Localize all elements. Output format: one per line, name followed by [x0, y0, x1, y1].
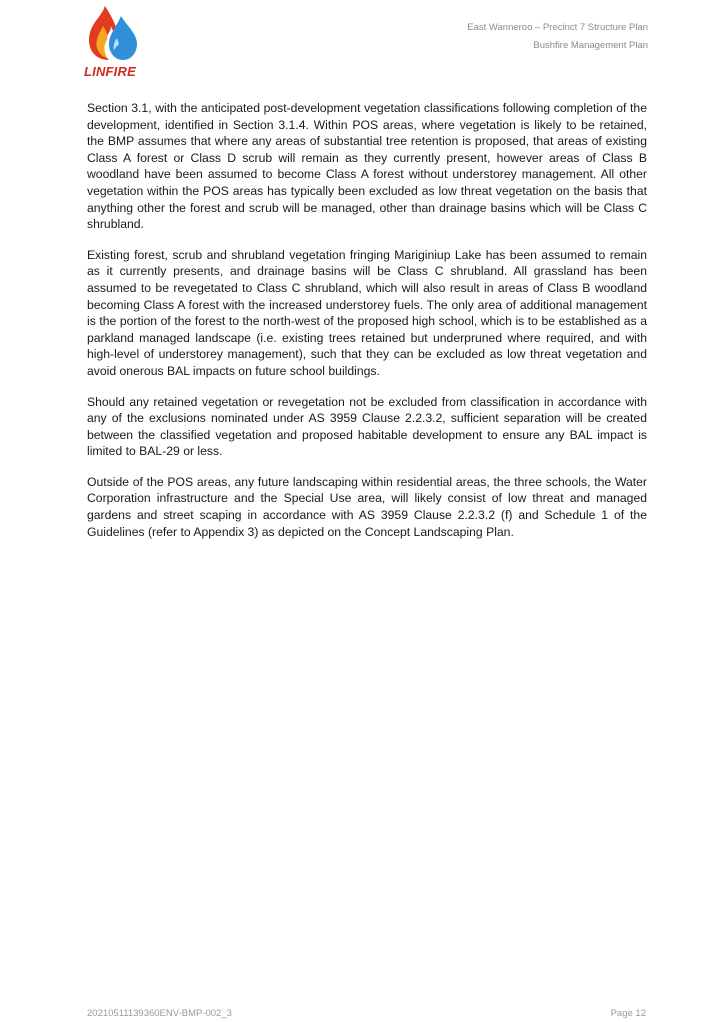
footer-document-id: 20210511139360ENV-BMP-002_3 — [87, 1008, 232, 1019]
paragraph: Existing forest, scrub and shrubland vegetation fringing Mariginiup Lake has been assumed to remain as it currently presents, and drainage basins will be Class C shrubland. All grassland has been assumed to be revegetated to Class C shrubland, which will also result in areas of Class B woodland becoming Class A forest with the increased understorey fuels. The only area of additional management is the portion of the forest to the north-west of the proposed high school, which is to be established as a parkland managed landscape (i.e. existing trees retained but underpruned where required, and with high-level of understorey management), such that they can be excluded as low threat vegetation and avoid onerous BAL impacts on future school buildings. — [87, 247, 647, 378]
header-document-title: Bushfire Management Plan — [533, 40, 648, 51]
document-header — [467, 19, 648, 55]
footer-page-number: Page 12 — [610, 1008, 646, 1019]
paragraph: Section 3.1, with the anticipated post-development vegetation classifications following completion of the development, identified in Section 3.1.4. Within POS areas, where vegetation is likely to be retained, the BMP assumes that where any areas of substantial tree retention is proposed, that areas of existing Class A forest or Class D scrub will remain as they currently present, however areas of Class B woodland have been assumed to become Class A forest without understorey management. All other vegetation within the POS areas has typically been excluded as low threat vegetation on the basis that anything other the forest and scrub will be managed, other than drainage basins which will be Class C shrubland. — [87, 101, 647, 232]
flame-droplet-icon — [83, 4, 139, 62]
paragraph: Outside of the POS areas, any future landscaping within residential areas, the three schools, the Water Corporation infrastructure and the Special Use area, will likely consist of low threat and managed gardens and street scaping in accordance with AS 3959 Clause 2.2.3.2 (f) and Schedule 1 of the Guidelines (refer to Appendix 3) as depicted on the Concept Landscaping Plan. — [87, 474, 647, 539]
body-text — [87, 100, 647, 554]
logo-wordmark: LINFIRE — [84, 64, 136, 79]
company-logo — [83, 4, 139, 80]
paragraph: Should any retained vegetation or revegetation not be excluded from classification in accordance with any of the exclusions nominated under AS 3959 Clause 2.2.3.2, sufficient separation will be created between the classified vegetation and proposed habitable development to ensure any BAL impact is limited to BAL-29 or less. — [87, 394, 647, 459]
header-project-title: East Wanneroo – Precinct 7 Structure Plan — [467, 22, 648, 33]
